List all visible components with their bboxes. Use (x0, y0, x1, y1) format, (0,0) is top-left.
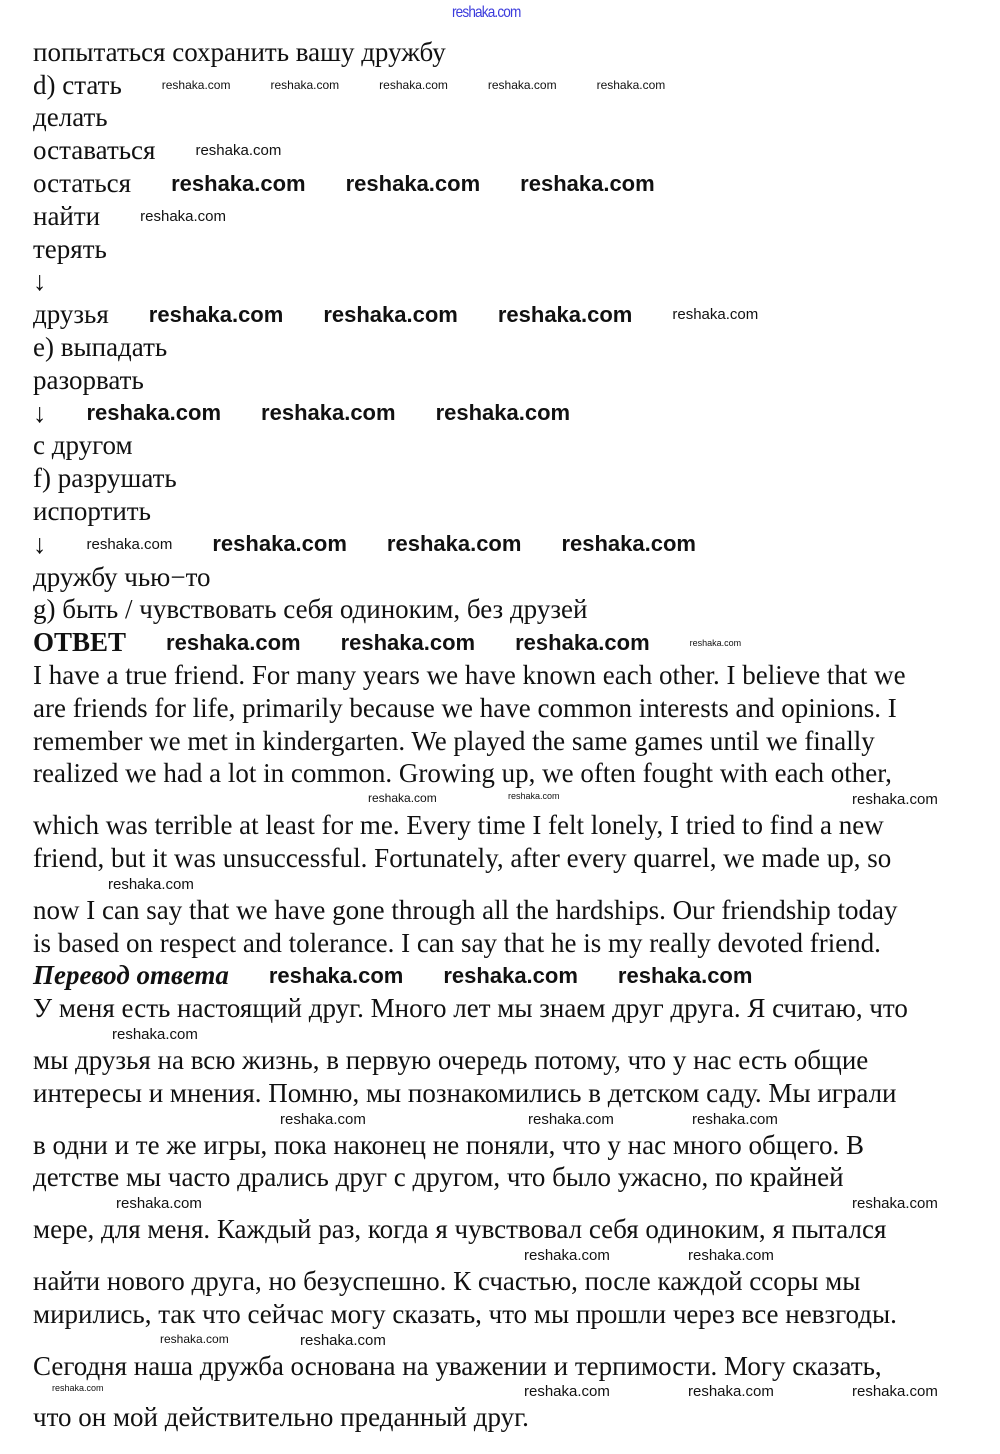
watermark: reshaka.com (160, 1331, 229, 1346)
watermark: reshaka.com (852, 1195, 938, 1213)
translation-heading: Перевод ответа (33, 960, 229, 991)
answer-heading: ОТВЕТ (33, 627, 127, 658)
answer-line: is based on respect and tolerance. I can say that he is my really devoted friend. (33, 927, 881, 958)
text-line: испортить (33, 496, 151, 527)
watermark: reshaka.com (487, 78, 557, 93)
watermark: reshaka.com (672, 306, 759, 324)
text-row (33, 200, 1000, 233)
text-row (33, 528, 1000, 561)
watermark-strip (33, 875, 1000, 894)
watermark: reshaka.com (852, 791, 938, 809)
watermark: reshaka.com (212, 531, 347, 557)
text-row (33, 430, 1000, 463)
translation-line: мы друзья на всю жизнь, в первую очередь потому, что у нас есть общие (33, 1045, 869, 1075)
watermark: reshaka.com (443, 962, 578, 988)
text-line: g) быть / чувствовать себя одиноким, без друзей (33, 594, 588, 625)
arrow-down: ↓ (33, 266, 47, 297)
text-row (33, 1129, 1000, 1162)
text-line: терять (33, 233, 107, 264)
header (33, 2, 1000, 36)
translation-line: в одни и те же игры, пока наконец не поняли, что у нас много общего. В (33, 1129, 864, 1160)
watermark: reshaka.com (452, 4, 521, 21)
text-line: d) стать (33, 69, 122, 100)
translation-line: Сегодня наша дружба основана на уважении и терпимости. Могу сказать, (33, 1350, 882, 1381)
text-row (33, 1162, 1000, 1195)
watermark: reshaka.com (108, 875, 194, 893)
watermark-strip (33, 1382, 1000, 1401)
text-line: найти (33, 200, 101, 231)
translation-line: найти нового друга, но безуспешно. К счастью, после каждой ссоры мы (33, 1265, 861, 1296)
watermark-strip (33, 790, 1000, 809)
text-row (33, 1350, 1000, 1383)
watermark: reshaka.com (148, 301, 284, 327)
translation-line: У меня есть настоящий друг. Много лет мы знаем друг друга. Я считаю, что (33, 993, 908, 1024)
watermark: reshaka.com (300, 1331, 386, 1349)
watermark: reshaka.com (386, 531, 522, 557)
answer-line: remember we met in kindergarten. We played the same games until we finally (33, 725, 875, 756)
text-row (33, 69, 1000, 102)
text-row (33, 725, 1000, 758)
translation-line: что он мой действительно преданный друг. (33, 1402, 529, 1433)
text-line: остаться (33, 168, 132, 199)
watermark: reshaka.com (116, 1195, 202, 1213)
watermark: reshaka.com (524, 1247, 610, 1265)
text-row (33, 809, 1000, 842)
watermark-strip (33, 1025, 1000, 1044)
text-row (33, 462, 1000, 495)
text-row (33, 495, 1000, 528)
text-row (33, 397, 1000, 430)
watermark: reshaka.com (497, 301, 633, 327)
text-row (33, 233, 1000, 266)
text-row (33, 842, 1000, 875)
watermark: reshaka.com (688, 1247, 774, 1265)
text-row (33, 594, 1000, 627)
text-line: друзья (33, 299, 109, 330)
text-row (33, 1265, 1000, 1298)
translation-line: мере, для меня. Каждый раз, когда я чувствовал себя одиноким, я пытался (33, 1214, 887, 1245)
watermark-strip (33, 1331, 1000, 1350)
text-row (33, 1401, 1000, 1434)
watermark: reshaka.com (52, 1383, 104, 1394)
watermark: reshaka.com (171, 170, 306, 196)
watermark: reshaka.com (195, 142, 282, 160)
text-row (33, 1213, 1000, 1246)
text-line: делать (33, 102, 108, 133)
text-row (33, 266, 1000, 299)
answer-line: are friends for life, primarily because we have common interests and opinions. I (33, 692, 897, 723)
text-row (33, 1044, 1000, 1077)
text-row (33, 102, 1000, 135)
text-row (33, 134, 1000, 167)
text-row (33, 364, 1000, 397)
arrow-down: ↓ (33, 528, 47, 559)
text-line: оставаться (33, 135, 156, 166)
text-row (33, 758, 1000, 791)
watermark: reshaka.com (689, 637, 742, 648)
text-row (33, 561, 1000, 594)
translation-line: детстве мы часто дрались друг с другом, что было ужасно, по крайней (33, 1162, 844, 1193)
watermark: reshaka.com (379, 78, 448, 93)
watermark: reshaka.com (368, 791, 437, 806)
watermark: reshaka.com (688, 1383, 774, 1401)
watermark: reshaka.com (161, 78, 231, 93)
watermark: reshaka.com (561, 531, 696, 557)
arrow-down: ↓ (33, 397, 47, 428)
watermark: reshaka.com (515, 629, 650, 655)
watermark: reshaka.com (692, 1110, 778, 1128)
text-row (33, 992, 1000, 1025)
watermark: reshaka.com (270, 78, 340, 93)
watermark: reshaka.com (528, 1110, 614, 1128)
text-line: дружбу чью−то (33, 561, 211, 592)
watermark: reshaka.com (617, 962, 753, 988)
answer-line: now I can say that we have gone through all the hardships. Our friendship today (33, 894, 898, 925)
watermark: reshaka.com (340, 629, 476, 655)
watermark: reshaka.com (323, 301, 458, 327)
watermark: reshaka.com (520, 170, 655, 196)
text-row (33, 626, 1000, 659)
translation-line: интересы и мнения. Помню, мы познакомились в детском саду. Мы играли (33, 1077, 897, 1108)
watermark: reshaka.com (166, 629, 301, 655)
text-row (33, 960, 1000, 993)
answer-line: friend, but it was unsuccessful. Fortunately, after every quarrel, we made up, so (33, 843, 892, 874)
watermark-strip (33, 1194, 1000, 1213)
watermark: reshaka.com (86, 400, 222, 426)
watermark: reshaka.com (524, 1383, 610, 1401)
text-row (33, 927, 1000, 960)
text-line: f) разрушать (33, 463, 177, 494)
watermark: reshaka.com (852, 1383, 938, 1401)
watermark: reshaka.com (268, 962, 404, 988)
watermark: reshaka.com (112, 1026, 198, 1044)
watermark: reshaka.com (140, 207, 227, 225)
text-line: с другом (33, 430, 133, 461)
watermark: reshaka.com (280, 1110, 366, 1128)
text-row (33, 692, 1000, 725)
text-line: e) выпадать (33, 332, 168, 363)
translation-line: мирились, так что сейчас могу сказать, что мы прошли через все невзгоды. (33, 1298, 897, 1329)
text-line: разорвать (33, 364, 144, 395)
text-row (33, 1077, 1000, 1110)
text-row (33, 298, 1000, 331)
watermark: reshaka.com (596, 78, 666, 93)
watermark-strip (33, 1110, 1000, 1129)
watermark-strip (33, 1246, 1000, 1265)
text-row (33, 659, 1000, 692)
answer-line: I have a true friend. For many years we have known each other. I believe that we (33, 660, 906, 691)
watermark: reshaka.com (508, 791, 560, 802)
text-row (33, 36, 1000, 69)
watermark: reshaka.com (261, 400, 396, 426)
answer-line: realized we had a lot in common. Growing up, we often fought with each other, (33, 758, 892, 789)
text-row (33, 331, 1000, 364)
text-row (33, 167, 1000, 200)
answer-line: which was terrible at least for me. Every time I felt lonely, I tried to find a new (33, 810, 884, 841)
text-row (33, 894, 1000, 927)
watermark: reshaka.com (345, 170, 481, 196)
watermark: reshaka.com (435, 400, 571, 426)
watermark: reshaka.com (86, 535, 173, 553)
text-row (33, 1298, 1000, 1331)
text-line: попытаться сохранить вашу дружбу (33, 36, 446, 67)
